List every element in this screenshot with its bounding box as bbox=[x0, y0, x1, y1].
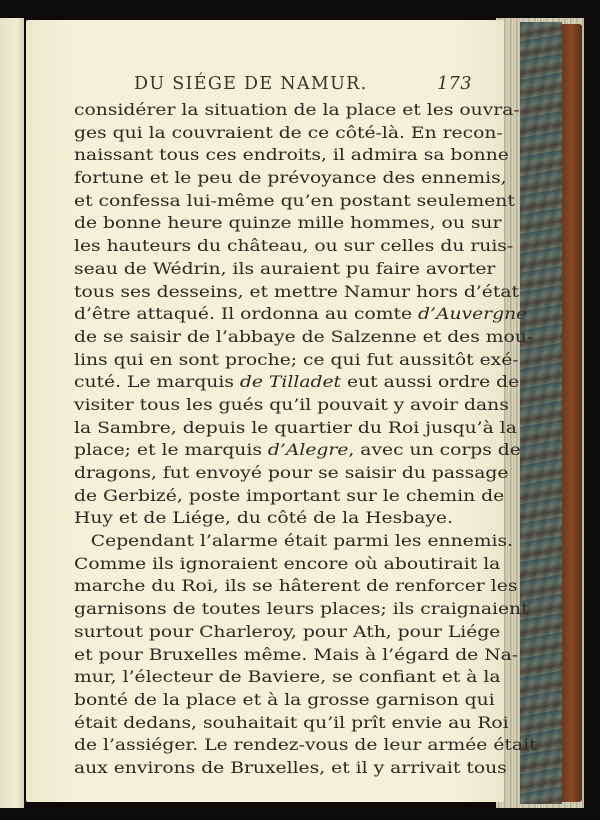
text-line bbox=[74, 689, 495, 712]
text-segment: surtout pour Charleroy, pour Ath, pour Liége bbox=[74, 622, 501, 641]
text-line bbox=[74, 439, 521, 462]
book-cover-edge bbox=[562, 24, 582, 802]
text-line bbox=[74, 712, 509, 735]
text-segment: ges qui la couvraient de ce côté-là. En recon- bbox=[74, 123, 503, 142]
text-segment: la Sambre, depuis le quartier du Roi jusqu’à la bbox=[74, 418, 517, 437]
text-segment: de bonne heure quinze mille hommes, ou sur bbox=[74, 214, 502, 233]
text-segment: , avec un corps de bbox=[348, 441, 521, 460]
text-line bbox=[74, 644, 519, 667]
text-line bbox=[74, 167, 507, 190]
text-segment: considérer la situation de la place et les ouvra- bbox=[74, 101, 520, 119]
text-line bbox=[74, 553, 501, 576]
text-segment: naissant tous ces endroits, il admira sa bonne bbox=[74, 146, 509, 165]
text-line bbox=[74, 144, 509, 167]
text-segment: cuté. Le marquis bbox=[74, 373, 240, 392]
text-line bbox=[74, 212, 502, 235]
text-segment: et confessa lui-même qu’en postant seulement bbox=[74, 191, 515, 210]
text-segment: d’être attaqué. Il ordonna au comte bbox=[74, 305, 419, 324]
italic-name: d’Alegre bbox=[267, 441, 349, 460]
text-line bbox=[74, 235, 514, 258]
text-line bbox=[74, 530, 513, 553]
text-line bbox=[74, 417, 517, 440]
text-segment: de se saisir de l’abbaye de Salzenne et des mou- bbox=[74, 327, 534, 346]
text-line bbox=[74, 666, 501, 689]
text-segment: seau de Wédrin, ils auraient pu faire avorter bbox=[74, 259, 496, 278]
italic-name: de Tilladet bbox=[239, 373, 342, 392]
marbled-edge bbox=[520, 22, 562, 804]
previous-page-edge bbox=[0, 18, 24, 808]
body-text bbox=[74, 99, 537, 780]
text-line bbox=[74, 734, 537, 757]
text-line bbox=[74, 99, 520, 122]
text-line bbox=[74, 598, 529, 621]
text-segment: dragons, fut envoyé pour se saisir du passage bbox=[74, 464, 509, 482]
text-segment: eut aussi ordre de bbox=[341, 373, 520, 392]
page-number: 173 bbox=[437, 74, 472, 94]
text-line bbox=[74, 507, 472, 530]
text-segment: Comme ils ignoraient encore où aboutirait la bbox=[74, 554, 501, 573]
text-segment: aux environs de Bruxelles, et il y arrivait tous bbox=[74, 758, 507, 777]
text-line bbox=[74, 281, 520, 304]
text-segment: Huy et de Liége, du côté de la Hesbaye. bbox=[74, 509, 453, 528]
text-line bbox=[74, 485, 505, 508]
text-line bbox=[74, 190, 515, 213]
text-line bbox=[74, 122, 503, 145]
text-line bbox=[74, 462, 509, 485]
text-segment: marche du Roi, ils se hâterent de renforcer les bbox=[74, 577, 518, 596]
text-segment: place; et le marquis bbox=[74, 441, 268, 460]
text-line bbox=[74, 371, 520, 394]
text-segment: fortune et le peu de prévoyance des ennemis, bbox=[74, 169, 507, 188]
text-segment: tous ses desseins, et mettre Namur hors d’état bbox=[74, 282, 520, 301]
text-segment: de l’assiéger. Le rendez-vous de leur armée était bbox=[74, 736, 537, 755]
text-segment: Cependant l’alarme était parmi les ennemis. bbox=[90, 532, 513, 551]
text-line bbox=[74, 349, 519, 372]
text-segment: était dedans, souhaitait qu’il prît envie au Roi bbox=[74, 713, 509, 732]
text-line bbox=[74, 303, 528, 326]
text-segment: visiter tous les gués qu’il pouvait y avoir dans bbox=[74, 395, 509, 414]
text-segment: mur, l’électeur de Baviere, se confiant et à la bbox=[74, 668, 501, 687]
text-line bbox=[74, 621, 501, 644]
text-line bbox=[74, 258, 496, 281]
running-head: DU SIÉGE DE NAMUR. bbox=[134, 74, 368, 94]
text-line bbox=[74, 757, 507, 780]
text-segment: les hauteurs du château, ou sur celles du ruis- bbox=[74, 237, 514, 256]
italic-name: d’Auvergne bbox=[418, 305, 528, 324]
text-segment: bonté de la place et à la grosse garnison qui bbox=[74, 690, 495, 709]
text-segment: et pour Bruxelles même. Mais à l’égard de Na- bbox=[74, 645, 519, 664]
text-line bbox=[74, 575, 518, 598]
text-segment: lins qui en sont proche; ce qui fut aussitôt exé- bbox=[74, 350, 519, 369]
text-line bbox=[74, 326, 534, 349]
text-segment: garnisons de toutes leurs places; ils craignaient bbox=[74, 600, 529, 619]
text-segment: de Gerbizé, poste important sur le chemin de bbox=[74, 486, 505, 505]
text-line bbox=[74, 394, 509, 417]
